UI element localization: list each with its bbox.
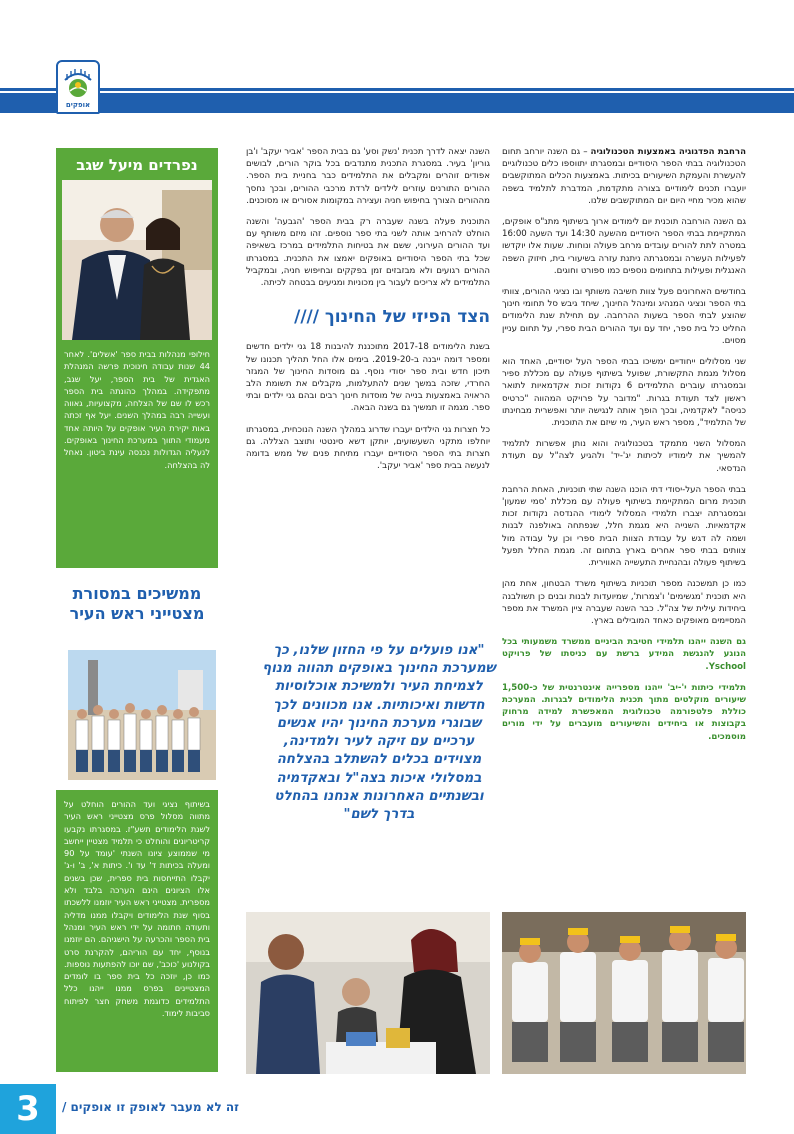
paragraph: בשנת הלימודים 2017-18 מתוכננת להיבנות 18 גני ילדים חדשים ומספר דומה ייבנה ב-2019-20. בימים אלו החל תהליך תכנונו של תיכון חדש ובית ספר יסודי נוסף. גם מוסדות החינוך של המגזר החרדי, שזכה במשך שנים להתעלמות, מקבלים את תשומת הלב הראויה באמצעות בנייה של מוסדות חינוך רבים ובהם גני ילדים ובתי ספר. מגמה זו תמשיך גם בשנה הבאה. (246, 342, 490, 414)
paragraph: התוכנית פעלה בשנה שעברה רק בבית הספר 'הגבעה' והשנה הוחלט להרחיב אותה לשני בתי ספר נוספים. זהו מיזם משותף עם ועד ההורים העירוני, ששם את בטיחות התלמידים במרכז בשאיפה שכל בתי הספר היסודיים באופקים יאמצו את התכנית. במסגרתו ההורים רגועים ולא מבזבזים זמן בפקקים ובחיפוש חניה, ובמקביל התלמידים לא צריכים לעבור בין מכוניות ומגיעים בבטחה לכיתה. (246, 217, 490, 289)
page-number: 3 (0, 1084, 56, 1134)
sidebar-title: נפרדים מיעל שגב (76, 156, 198, 174)
classroom-photo-icon (246, 912, 490, 1074)
sidebar-text: בשיתוף נציגי ועד ההורים הוחלט על מתווה מסלול פרס מצטייני ראש העיר לשנת הלימודים תשע"ז. במסגרתו נקבעו קריטריונים והוחלט כי תלמיד מצטיין ייחשב מי שממוצע ציונו השנתי 'עומד על 90 ומעלה בכיתות ד' עד ו'. כיתות א', ב' ו-ג' יקבלו התייחסות בית ספרית, שכן בשנים אלו הציונים הינם הערכה בלבד ולא מספרית. מצטייני ראש העיר יוזמנו ללשכתו בסוף שנת הלימודים ויקבלו ממנו מדליה ותעודה חתומה על ידי ראש העיר ומנהל בית הספר והכרעה על הישגיהם. הם יוזמנו בנוסף, יחד עם הוריהם, להקרנת סרט בקולנוע 'כוכב', שם יוכו להפתעות נוספות. כמו כן, יוזכה כל בית ספר בו לומדים המצטיינים בפרס ממנו ייהנו כלל התלמידים כדוגמת משחק חצר לפיתוח סביבות לימוד. (64, 799, 210, 1019)
article-column-middle (246, 146, 490, 481)
header-thin-band (0, 88, 794, 91)
pull-quote: "אנו פועלים על פי החזון שלנו, כך שמערכת החינוך באופקים תהווה מנוף לצמיחת העיר ולמשיכת אוכלוסיות חדשות ואיכותיות. אנו מכוונים לכך שבוגרי מערכת החינוך יהיו אנשים ערכיים עם זיקה לעיר ולמדינה, מצוידים בכלים להשתלב בהצלחה במסלולי איכות בצה"ל ובאקדמיה ובשנתיים האחרונות אנחנו בהחלט בדרך לשם" (262, 643, 496, 822)
sidebar-text: חילופי מנהלות בבית ספר 'אשלים'. לאחר 44 שנות עבודה חינוכית פרשה המנהלת האגדית של בית הספר, יעל שגב, מתפקידה. במהלך כהונתה בית הספר רכש לו שם של הצלחה, מקצועיות, גאווה ועשייה רבה במהלך השנים. יעל אף זכתה באות יקירת העיר אופקים על היותה אחד מעמודי התווך במערכת החינוך באופקים. לנעליה הגדולות נכנסה עינת ביטון. נאחל לה בהצלחה. (64, 349, 210, 470)
sidebar-excellence (56, 790, 218, 1072)
kindergarten-photo (502, 912, 746, 1074)
paragraph: כל חצרות גני הילדים יעברו שדרוג במהלך השנה הנוכחית, במסגרתו יוחלפו מתקני השעשועים, יותקן דשא סינטטי ותוצב הצללה. גם חצרות בתי הספר היסודיים יעברו מתיחת פנים של ממש בדומה לנעשה בבית ספר 'אביר יעקב'. (246, 424, 490, 472)
header-band (0, 93, 794, 113)
logo-text: אופקים (65, 101, 91, 109)
highlight-note: גם השנה ייהנו תלמידי חטיבת הביניים ממשרד משמעותי בכל הנוגע להנגשת המידע ברשת עם כניסתו של פרויקט Yschool. (502, 637, 746, 672)
farewell-photo (62, 180, 212, 340)
portrait-photo-icon (62, 180, 212, 340)
paragraph-lead: הרחבת הפדגוגיה באמצעות הטכנולוגיה (590, 147, 746, 157)
paragraph: הרחבת הפדגוגיה באמצעות הטכנולוגיה – גם השנה יורחב תחום הטכנולוגיה בבתי הספר היסודיים ובמסגרתו יתווספו כלים טכנולוגיים להעשרת והעמקת השיעורים בכיתות. באמצעות הכלים המתוקשבים יועברו תכנים לימודיים בצורה מתקדמת, המדברת לתלמיד בשפה שהוא מכיר מחיי היום יום המתוקשבים שלנו. (502, 147, 746, 206)
article-column-right (502, 146, 746, 752)
highlight-note: תלמידי כיתות י'-יב' ייהנו מספרייה אינטרנטית של כ-1,500 שיעורים מוקלטים מתוך תכנית הלימודים לבגרות. המערכת כוללת פלטפורמה טכנולוגית המאפשרת למידה מרחוק בקבוצות או ביחידים והשיעורים מועברים על ידי מורים מוסמכים. (502, 682, 746, 742)
paragraph: בחודשים האחרונים פעל צוות חשיבה משותף ובו נציגי ההורים, צוותי בתי הספר ונציגי המנהיג ומינהל החינוך, שיחד גיבש סל תחומי חינוך שהוצע לבתי הספר בשעות ההרחבה. עם תחילת שנת הלימודים החליט כל בית ספר, יחד עם ועד ההורים הבית ספרי, על תחום עניין מסוים. (502, 287, 746, 346)
kindergarten-photo-icon (502, 912, 746, 1074)
paragraph: גם השנה הורחבה תוכנית יום לימודים ארוך בשיתוף מתנ"ס אופקים, המתקיימת בבתי הספר היסודיים מהשעה 14:30 ועד השעה 16:00 במטרה לתת להורים עובדים מרחב פעולה ונוחות. שעות אלו יוקדשו לפעילות העשרה ובמסגרתה ניתנת עזרה בשיעורי בית, חיזוק השפה האנגלית ופעילות בתחומים נוספים כמו ספורט וחוגים. (502, 217, 746, 276)
sidebar-heading: ממשיכים במסורת מצטייני ראש העיר (69, 584, 205, 623)
city-logo (56, 60, 100, 114)
paragraph: כמו כן תמשכנה מספר תוכניות בשיתוף משרד הבטחון, אחת מהן היא תוכנית 'מגשימים' ו'צמרות', שמיועדות לבנות ובנים כן תשולבנה ביחידות עילית של צה"ל. כבר השנה שעברה ציין המשרד את מספר המסיימים מאופקים כאחד המובילים בארץ. (502, 579, 746, 626)
sidebar-farewell (56, 148, 218, 568)
paragraph: בבתי הספר העל-יסודי דתי הוכנו השנה שתי תוכניות, האחת הרחבת תוכנית מרום המתקיימת בשיתוף פעולה עם מכללת 'סמי שמעון' ובמסגרתה יצברו תלמידי המסלול לימודי ההנדסה נקודות זכות אקדמאיות. השנייה היא מגמת חלל, שנפתחה באולפנה לבנות ושמה לה דגש על עבודת הצוות הבית ספרי וכן על עבודה מול צוותים בבתי ספר אחרים בארץ בתחום זה. מגמת החלל תפעל בשיתוף פעולה ובהנחיית התעשייה האווירית. (502, 484, 746, 569)
footer-tagline: זה לא מעבר לאופק זו אופקים / (62, 1100, 239, 1114)
students-group-photo (68, 650, 216, 780)
paragraph: שני מסלולים ייחודיים ימשיכו בבתי הספר העל יסודיים, האחד הוא מסלול מגמת התקשורת, שפועל בשיתוף פעולה עם מכללת ספיר ובמסגרתו עוברים התלמידים 6 נקודות זכות אקדמאיות לתואר ראשון לצד תעודת בגרות. "מדובר על פרויקט המהווה "כרטיס כניסה" לאקדמיה, ובכך הופך אותה לנגישה יותר ואפשרית מבחינתו של התלמיד", מספר ראש העיר, מי שיזם את התוכנית. (502, 357, 746, 429)
paragraph: השנה יצאה לדרך תכנית 'נשק וסע' גם בבית הספר 'אביר יעקב' ו'בן גוריון' בעיר. במסגרת התכנית מתנדבים בכל בוקר הורים, לבושים אפודים זוהרים ומקבלים את התלמידים כבר בחניית בית הספר. ההורים התורנים עוזרים לילדים לרדת מרכבי ההורים, ובכך נחסך מההורים הצורך בחיפוש חניה ועצירה במקומות אסורים או מסוכנים. (246, 147, 490, 206)
section-title: הצד הפיזי של החינוך //// (294, 307, 490, 328)
city-emblem-icon (61, 66, 95, 100)
group-photo-icon (68, 650, 216, 780)
paragraph: המסלול השני מתמקד בטכנולוגיה והוא נותן אפשרות לתלמיד להמשיך את לימודיו לכיתות יג'-יד' ולהגיע לצה"ל עם תעודת הנדסאי. (502, 439, 746, 474)
classroom-photo (246, 912, 490, 1074)
